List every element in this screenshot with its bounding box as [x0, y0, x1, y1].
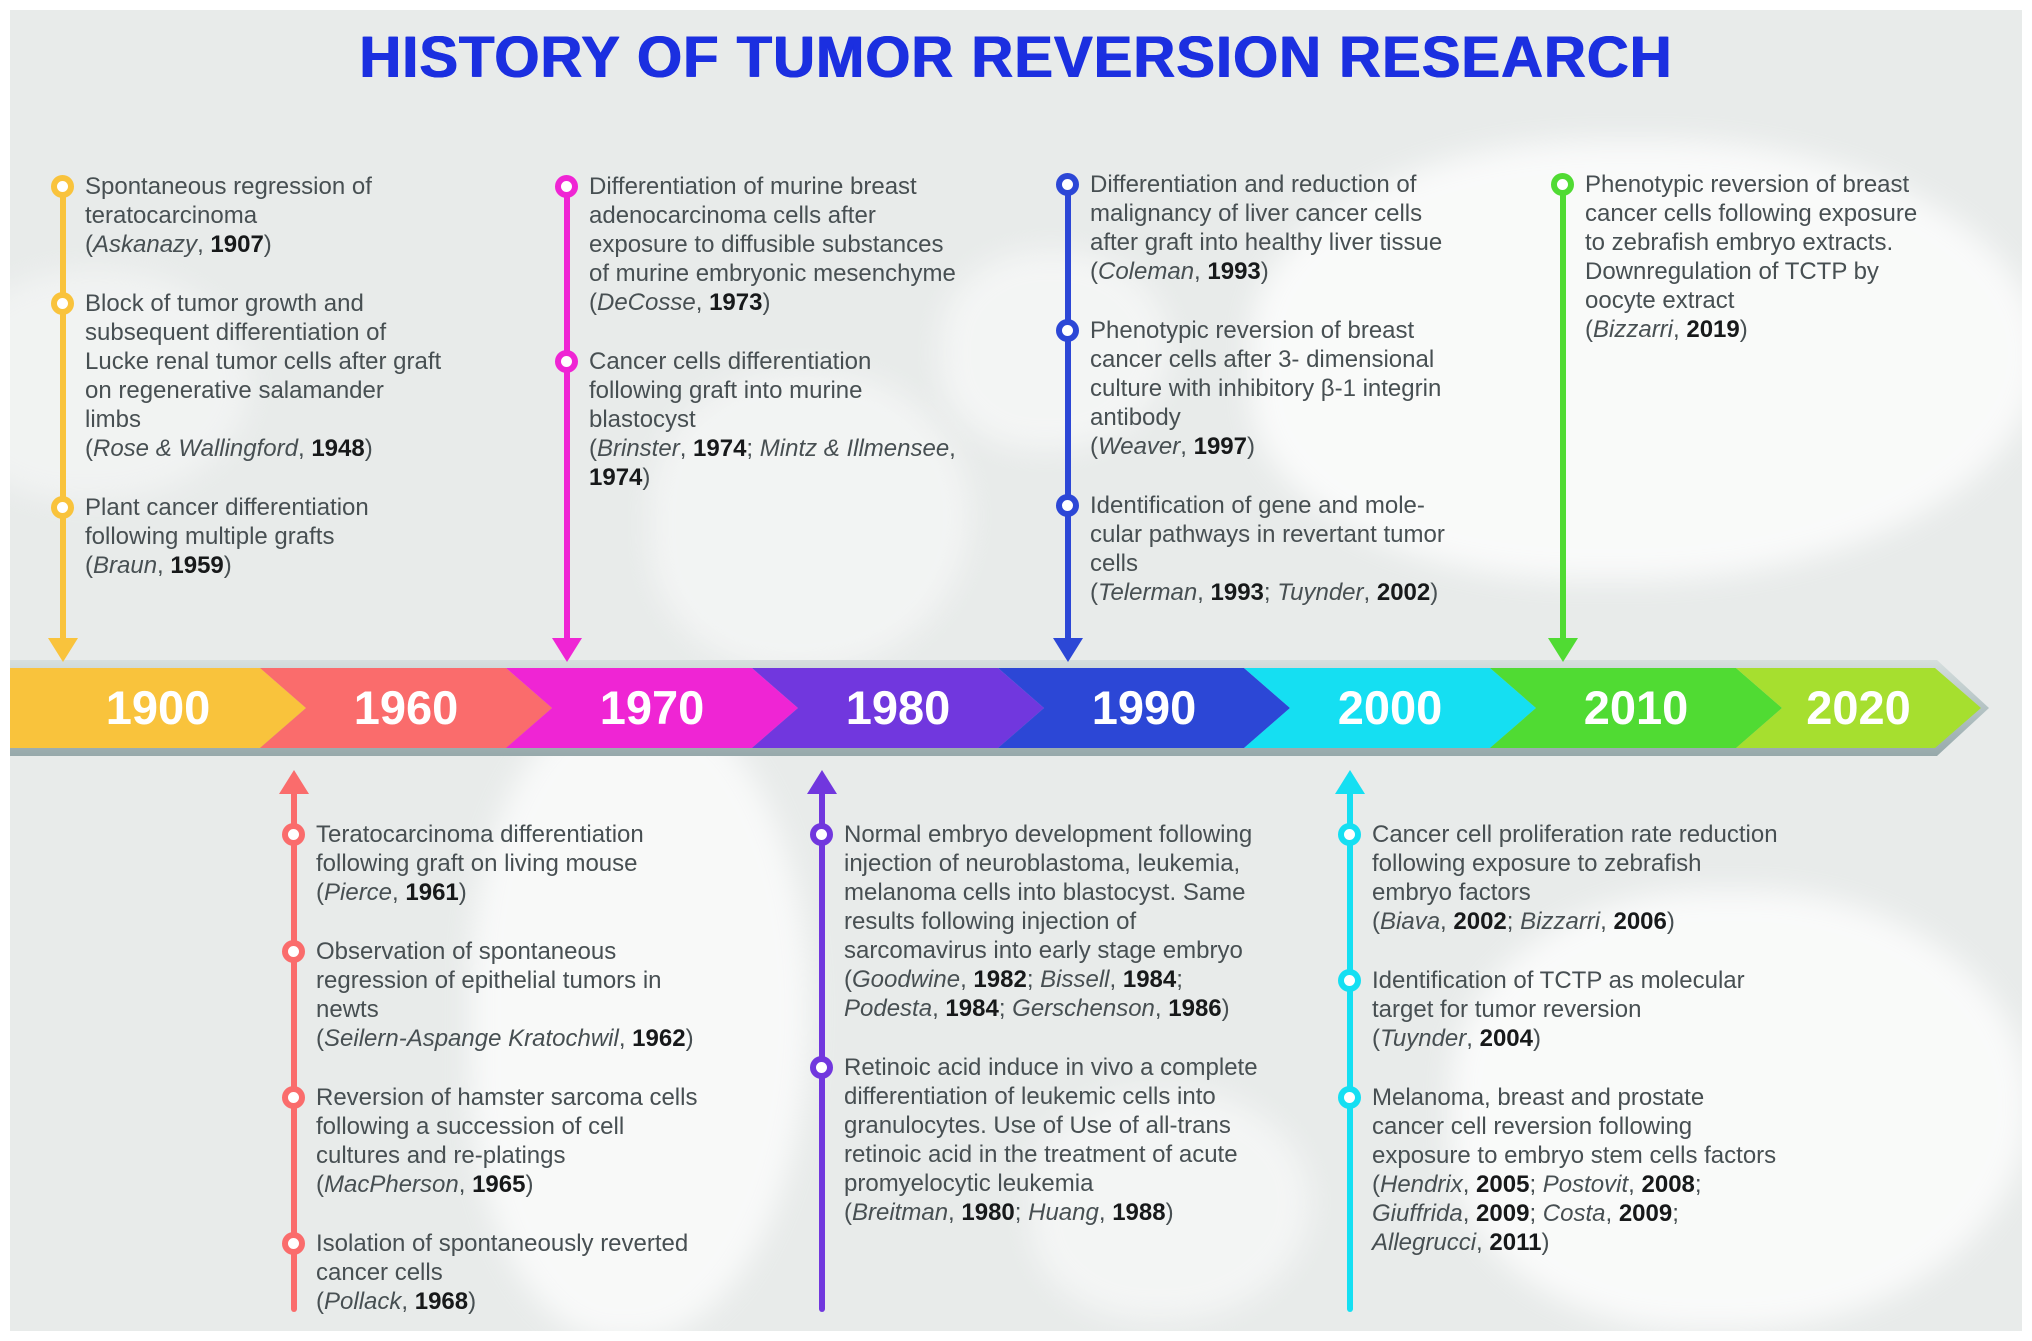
event-item [316, 1229, 714, 1316]
event-reference: (Telerman, 1993; Tuynder, 2002) [1090, 579, 1439, 606]
event-item [844, 820, 1264, 1023]
event-text: Teratocarcinoma differentiation following graft on living mouse [316, 821, 644, 877]
event-reference: (Pierce, 1961) [316, 879, 467, 906]
column-line [1347, 788, 1353, 1312]
event-marker-icon [555, 175, 578, 198]
event-item [844, 1053, 1264, 1227]
column-1970 [547, 172, 967, 658]
event-item [85, 172, 443, 259]
event-marker-icon [282, 1232, 305, 1255]
timeline-label-2010: 2010 [1583, 681, 1689, 734]
event-item [1090, 170, 1468, 286]
event-text: Cancer cell proliferation rate reduction following exposure to zebrafish embryo factors [1372, 821, 1778, 906]
event-list [316, 770, 714, 1316]
event-marker-icon [810, 1056, 833, 1079]
event-reference: (Breitman, 1980; Huang, 1988) [844, 1199, 1174, 1226]
arrow-down-icon [552, 638, 582, 662]
event-marker-icon [1056, 173, 1079, 196]
column-line [1065, 186, 1071, 644]
event-marker-icon [282, 940, 305, 963]
event-reference: (DeCosse, 1973) [589, 289, 771, 316]
event-item [1372, 820, 1782, 936]
event-text: Differentiation of murine breast adenocarcinoma cells after exposure to diffusible substances of murine embryonic mesenchyme [589, 173, 956, 287]
event-reference: (Bizzarri, 2019) [1585, 316, 1748, 343]
timeline-label-1990: 1990 [1091, 681, 1197, 734]
event-item [316, 1083, 714, 1199]
event-list [1372, 770, 1782, 1257]
event-text: Identification of gene and mole-cular pathways in revertant tumor cells [1090, 492, 1445, 577]
arrow-down-icon [1548, 638, 1578, 662]
event-marker-icon [1551, 173, 1574, 196]
timeline-segments [10, 668, 1981, 748]
timeline-label-1960: 1960 [353, 681, 459, 734]
event-text: Reversion of hamster sarcoma cells following a succession of cell cultures and re-platings [316, 1084, 698, 1169]
column-1900 [43, 172, 443, 658]
event-reference: (Coleman, 1993) [1090, 258, 1269, 285]
event-reference: (Goodwine, 1982; Bissell, 1984; Podesta, 1984; Gerschenson, 1986) [844, 966, 1230, 1022]
column-line [819, 788, 825, 1312]
event-reference: (MacPherson, 1965) [316, 1171, 534, 1198]
event-text: Plant cancer differentiation following multiple grafts [85, 494, 369, 550]
arrow-up-icon [1335, 770, 1365, 794]
event-text: Melanoma, breast and prostate cancer cell reversion following exposure to embryo stem cells factors [1372, 1084, 1777, 1169]
event-text: Observation of spontaneous regression of epithelial tumors in newts [316, 938, 662, 1023]
event-text: Phenotypic reversion of breast cancer cells following exposure to zebrafish embryo extracts. Downregulation of TCTP by oocyte extract [1585, 171, 1918, 314]
event-item [1585, 170, 1943, 344]
event-marker-icon [1338, 969, 1361, 992]
column-1990 [1048, 170, 1468, 658]
event-marker-icon [1338, 1086, 1361, 1109]
event-text: Isolation of spontaneously reverted cancer cells [316, 1230, 689, 1286]
event-marker-icon [1056, 494, 1079, 517]
timeline-label-1980: 1980 [845, 681, 951, 734]
event-list [589, 172, 967, 492]
event-text: Block of tumor growth and subsequent differentiation of Lucke renal tumor cells after graft on regenerative salamander limbs [85, 290, 442, 433]
event-text: Differentiation and reduction of malignancy of liver cancer cells after graft into healthy liver tissue [1090, 171, 1443, 256]
event-list [1090, 170, 1468, 607]
timeline-bar [10, 658, 2022, 758]
event-marker-icon [51, 496, 74, 519]
event-marker-icon [51, 175, 74, 198]
event-reference: (Braun, 1959) [85, 552, 232, 579]
arrow-down-icon [1053, 638, 1083, 662]
event-item [1372, 1083, 1782, 1257]
event-item [1372, 966, 1782, 1053]
event-item [1090, 491, 1468, 607]
event-marker-icon [282, 823, 305, 846]
event-text: Retinoic acid induce in vivo a complete differentiation of leukemic cells into granulocytes. Use of Use of all-trans retinoic acid in the treatment of acute promyelocytic leukemia [844, 1054, 1258, 1197]
column-line [60, 188, 66, 644]
event-reference: (Weaver, 1997) [1090, 433, 1255, 460]
event-reference: (Pollack, 1968) [316, 1288, 477, 1315]
column-line [564, 188, 570, 644]
column-1960 [274, 770, 714, 1320]
event-list [844, 770, 1264, 1227]
event-marker-icon [282, 1086, 305, 1109]
event-text: Identification of TCTP as molecular target for tumor reversion [1372, 967, 1745, 1023]
event-text: Spontaneous regression of teratocarcinoma [85, 173, 372, 229]
arrow-up-icon [279, 770, 309, 794]
event-reference: (Brinster, 1974; Mintz & Illmensee, 1974) [589, 435, 956, 491]
event-reference: (Rose & Wallingford, 1948) [85, 435, 373, 462]
column-line [1560, 186, 1566, 644]
event-reference: (Hendrix, 2005; Postovit, 2008; Giuffrida, 2009; Costa, 2009; Allegrucci, 2011) [1372, 1171, 1702, 1256]
arrow-up-icon [807, 770, 837, 794]
event-marker-icon [1056, 319, 1079, 342]
event-reference: (Askanazy, 1907) [85, 231, 272, 258]
event-text: Cancer cells differentiation following graft into murine blastocyst [589, 348, 872, 433]
event-item [85, 289, 443, 463]
event-marker-icon [1338, 823, 1361, 846]
event-item [316, 937, 714, 1053]
arrow-down-icon [48, 638, 78, 662]
event-text: Normal embryo development following injection of neuroblastoma, leukemia, melanoma cells into blastocyst. Same results following injection of sarcomavirus into early stage embryo [844, 821, 1253, 964]
timeline-label-1900: 1900 [105, 681, 211, 734]
column-1980 [802, 770, 1264, 1320]
event-reference: (Tuynder, 2004) [1372, 1025, 1541, 1052]
timeline-label-2020: 2020 [1806, 681, 1911, 734]
column-2000 [1330, 770, 1782, 1320]
event-marker-icon [810, 823, 833, 846]
event-item [85, 493, 443, 580]
event-reference: (Seilern-Aspange Kratochwil, 1962) [316, 1025, 694, 1052]
event-item [589, 347, 967, 492]
timeline-label-1970: 1970 [599, 681, 705, 734]
timeline-label-2000: 2000 [1337, 681, 1443, 734]
column-2010 [1543, 170, 1943, 658]
event-item [589, 172, 967, 317]
page-title: HISTORY OF TUMOR REVERSION RESEARCH [359, 25, 1673, 90]
infographic-canvas [10, 10, 2022, 1331]
event-item [1090, 316, 1468, 461]
event-marker-icon [555, 350, 578, 373]
event-list [85, 172, 443, 580]
event-marker-icon [51, 292, 74, 315]
event-list [1585, 170, 1943, 344]
event-text: Phenotypic reversion of breast cancer cells after 3- dimensional culture with inhibitory β-1 integrin antibody [1090, 317, 1442, 431]
event-reference: (Biava, 2002; Bizzarri, 2006) [1372, 908, 1675, 935]
event-item [316, 820, 714, 907]
